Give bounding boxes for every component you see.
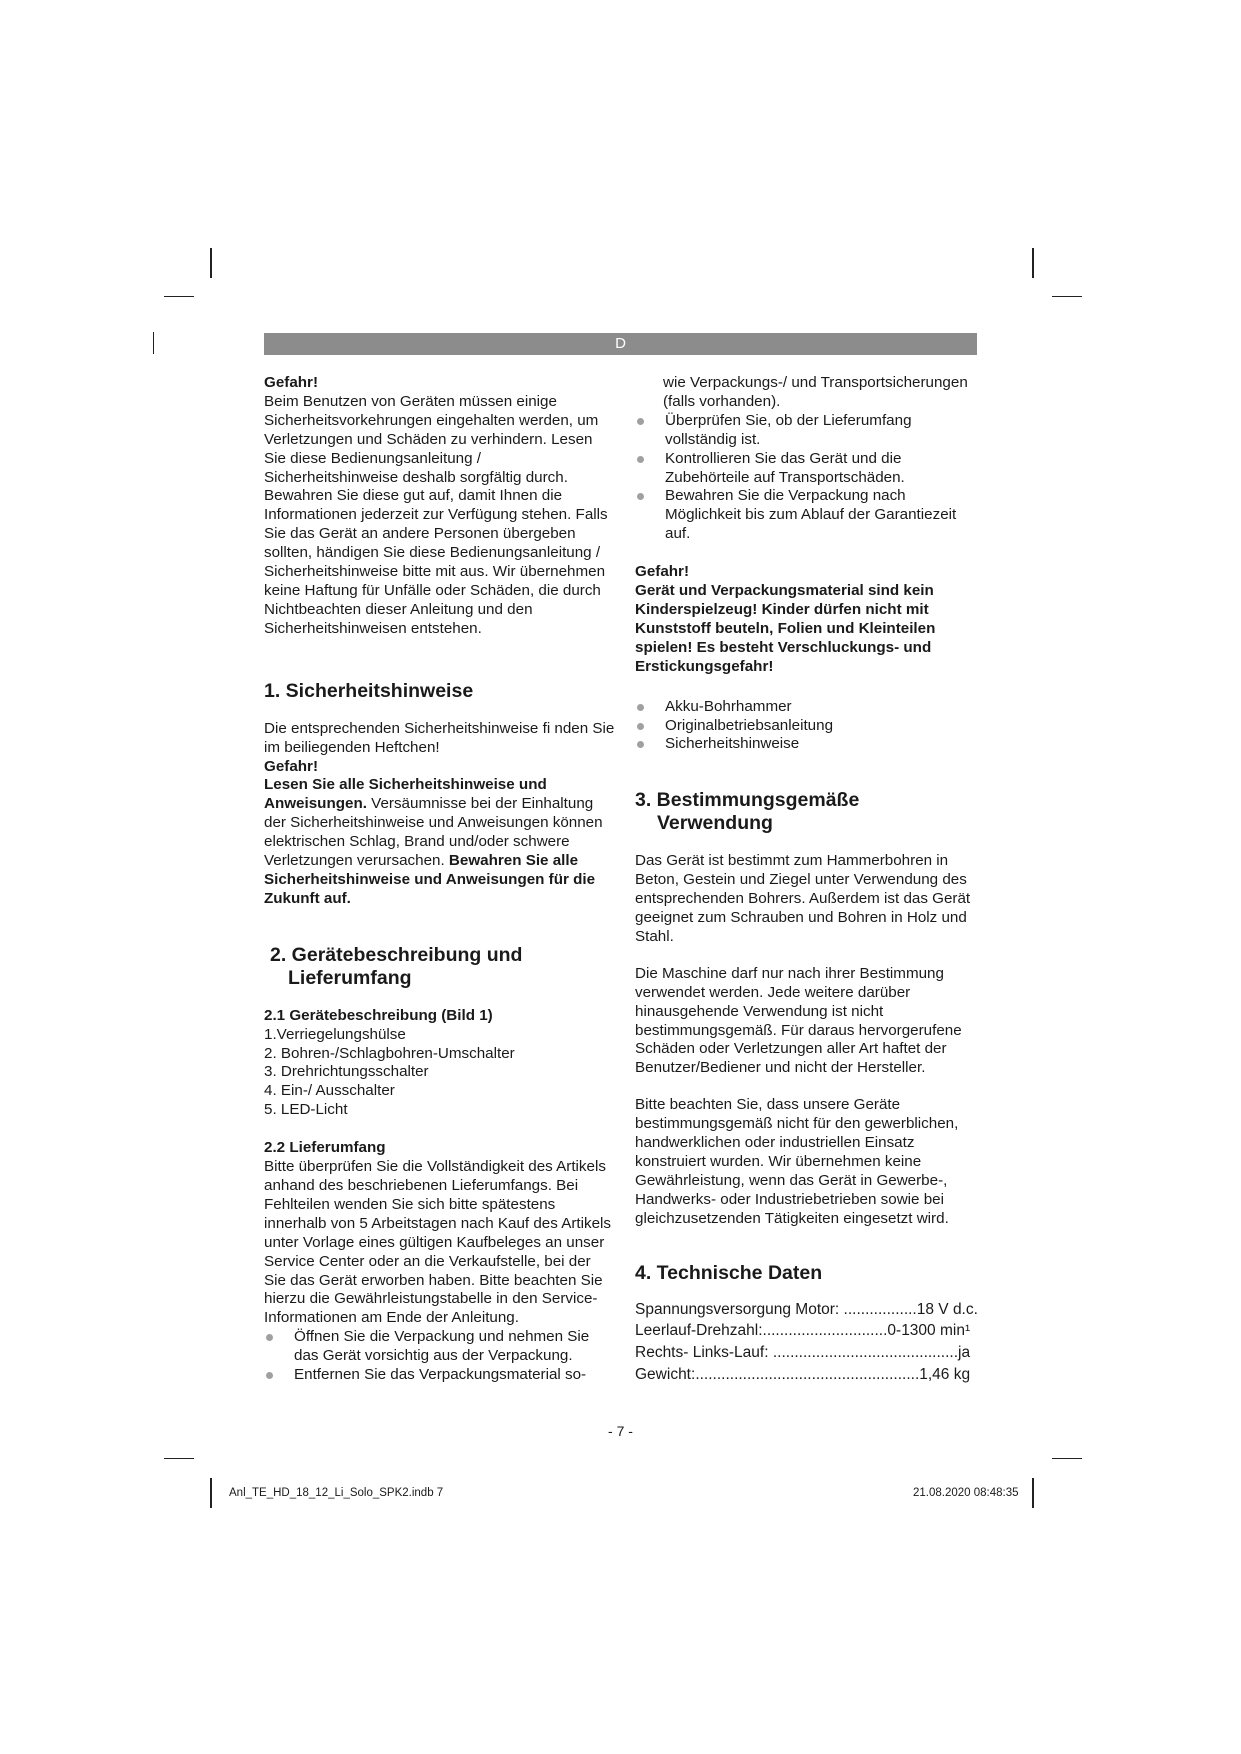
warning-text: Versäumnisse bei der Einhaltung der Sicherheitshinweise und Anweisungen können elektrischen Schlag, Brand und/oder schwere Verletzungen verursachen. (264, 795, 603, 870)
section-3-heading-line1: 3. Bestimmungsgemäße (635, 789, 860, 812)
spec-label: Rechts- Links-Lauf: (635, 1344, 773, 1362)
list-item: 5. LED-Licht (264, 1101, 348, 1119)
spec-value: 0-1300 min¹ (887, 1322, 971, 1340)
list-item: 1.Verriegelungshülse (264, 1025, 406, 1043)
warning-bold-lead: Lesen Sie alle Sicherheitshinweise und Anweisungen. (264, 776, 547, 813)
list-item: Bewahren Sie die Verpackung nach Möglichkeit bis zum Ablauf der Garantiezeit auf. (635, 487, 980, 544)
left-column (264, 374, 616, 1385)
section-2-heading-line1: 2. Gerätebeschreibung und (270, 943, 523, 966)
section-2-heading-line2: Lieferumfang (288, 966, 412, 989)
check-list (635, 412, 980, 544)
spec-row (635, 1299, 980, 1321)
spec-value: 18 V d.c. (916, 1300, 978, 1318)
spec-row (635, 1364, 980, 1386)
list-item: Entfernen Sie das Verpackungsmaterial so- (264, 1366, 616, 1385)
section-3-paragraph: Die Maschine darf nur nach ihrer Bestimmung verwendet werden. Jede weitere darüber hinausgehende Verwendung ist nicht bestimmungsgemäß. Für daraus hervorgerufene Schäden oder Verletzungen aller Art haftet der Benutzer/Bediener und nicht der Hersteller. (635, 964, 962, 1077)
danger-title: Gefahr! (635, 563, 690, 581)
page-number: - 7 - (608, 1423, 633, 1439)
section-3-heading-line2: Verwendung (657, 812, 773, 835)
crop-mark (1032, 1478, 1034, 1508)
section-1-heading: 1. Sicherheitshinweise (264, 679, 474, 702)
section-1-warning (264, 776, 616, 908)
crop-mark (153, 332, 154, 354)
list-item: 4. Ein-/ Ausschalter (264, 1082, 395, 1100)
list-item: Öffnen Sie die Verpackung und nehmen Sie das Gerät vorsichtig aus der Verpackung. (264, 1328, 616, 1366)
spec-label: Spannungsversorgung Motor: (635, 1300, 844, 1318)
spec-label: Gewicht: (635, 1365, 696, 1383)
subsection-2-2-text: Bitte überprüfen Sie die Vollständigkeit des Artikels anhand des beschriebenen Lieferumfangs. Bei Fehlteilen wenden Sie sich bitte spätestens innerhalb von 5 Arbeitstagen nach Kauf des Artikels unter Vorlage eines gültigen Kaufbeleges an unser Service Center oder an die Verkaufstelle, bei der Sie das Gerät erworben haben. Bitte beachten Sie hierzu die Gewährleistungstabelle in den Service-Informationen am Ende der Anleitung. (264, 1158, 612, 1327)
section-3-heading (635, 789, 980, 835)
language-header-bar (264, 333, 977, 355)
section-4-heading: 4. Technische Daten (635, 1261, 823, 1284)
language-tag: D (615, 335, 626, 352)
spec-row (635, 1342, 980, 1364)
section-1-danger-title: Gefahr! (264, 757, 319, 775)
section-3-paragraph: Bitte beachten Sie, dass unsere Geräte bestimmungsgemäß nicht für den gewerblichen, handwerklichen oder industriellen Einsatz konstruiert wurden. Wir übernehmen keine Gewährleistung, wenn das Gerät in Gewerbe-, Handwerks- oder Industriebetrieben sowie bei gleichzusetzenden Tätigkeiten eingesetzt wird. (635, 1096, 959, 1227)
danger-text: Beim Benutzen von Geräten müssen einige Sicherheitsvorkehrungen eingehalten werden, um Verletzungen und Schäden zu verhindern. Lesen Sie diese Bedienungsanleitung / Sicherheitshinweise deshalb sorgfältig durch. Bewahren Sie diese gut auf, damit Ihnen die Informationen jederzeit zur Verfügung stehen. Falls Sie das Gerät an andere Personen übergeben sollten, händigen Sie diese Bedienungsanleitung / Sicherheitshinweise bitte mit aus. Wir übernehmen keine Haftung für Unfälle oder Schäden, die durch Nichtbeachten dieser Anleitung und den Sicherheitshinweisen entstehen. (264, 392, 608, 637)
list-item: Sicherheitshinweise (635, 735, 980, 754)
list-item: Akku-Bohrhammer (635, 698, 980, 717)
list-item: 2. Bohren-/Schlagbohren-Umschalter (264, 1044, 515, 1062)
right-column (635, 374, 980, 1385)
crop-mark (1052, 296, 1082, 297)
subsection-2-2-heading: 2.2 Lieferumfang (264, 1139, 386, 1157)
section-2-heading (264, 944, 616, 990)
list-item: Originalbetriebsanleitung (635, 717, 980, 736)
spec-row (635, 1320, 980, 1342)
spec-dots: ................. (843, 1300, 917, 1318)
spec-value: 1,46 kg (919, 1365, 971, 1383)
crop-mark (164, 1458, 194, 1459)
crop-mark (210, 1478, 212, 1508)
subsection-2-1-heading: 2.1 Gerätebeschreibung (Bild 1) (264, 1006, 493, 1024)
unpacking-list (264, 1328, 616, 1385)
section-3-paragraph: Das Gerät ist bestimmt zum Hammerbohren in Beton, Gestein und Ziegel unter Verwendung des entsprechenden Bohrers. Außerdem ist das Gerät geeignet zum Schrauben und Bohren in Holz und Stahl. (635, 852, 971, 945)
footer-file-name: Anl_TE_HD_18_12_Li_Solo_SPK2.indb 7 (229, 1487, 444, 1499)
danger-title: Gefahr! (264, 374, 319, 391)
spec-label: Leerlauf-Drehzahl: (635, 1322, 763, 1340)
crop-mark (1052, 1458, 1082, 1459)
spec-dots: ............................. (762, 1322, 888, 1340)
parts-list (264, 1026, 616, 1121)
crop-mark (164, 296, 194, 297)
spec-dots: ........................................... (772, 1344, 959, 1362)
section-1-intro: Die entsprechenden Sicherheitshinweise fi nden Sie im beiliegenden Heftchen! (264, 719, 615, 756)
crop-mark (210, 248, 212, 278)
spec-value: ja (958, 1344, 971, 1362)
warning-bold-tail: Bewahren Sie alle Sicherheitshinweise und Anweisungen für die Zukunft auf. (264, 852, 596, 907)
spec-table (635, 1299, 980, 1386)
bullet-continuation: wie Verpackungs-/ und Transportsicherungen (falls vorhanden). (663, 374, 968, 410)
danger-text: Gerät und Verpackungsmaterial sind kein Kinderspielzeug! Kinder dürfen nicht mit Kunststoff beuteln, Folien und Kleinteilen spielen! Es besteht Verschluckungs- und Erstickungsgefahr! (635, 582, 936, 675)
contents-list (635, 698, 980, 755)
list-item: Kontrollieren Sie das Gerät und die Zubehörteile auf Transportschäden. (635, 450, 980, 488)
crop-mark (1032, 248, 1034, 278)
list-item: Überprüfen Sie, ob der Lieferumfang vollständig ist. (635, 412, 980, 450)
footer-date-time: 21.08.2020 08:48:35 (913, 1487, 1019, 1499)
list-item: 3. Drehrichtungsschalter (264, 1063, 429, 1081)
spec-dots: .................................................... (695, 1365, 920, 1383)
